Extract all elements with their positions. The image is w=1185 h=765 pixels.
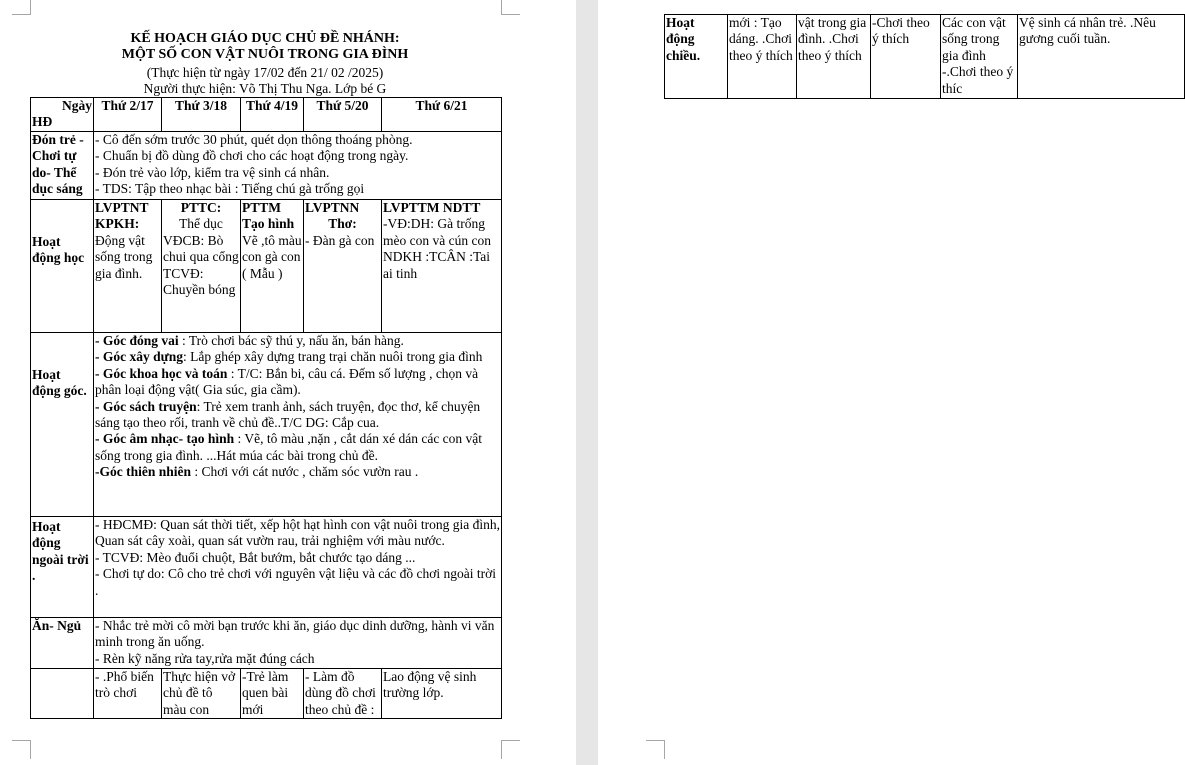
plan-table [30, 97, 502, 719]
lesson-cell [241, 200, 304, 333]
activity-text: : Vẽ, tô màu ,nặn , cắt dán xé dán các con vật sống trong gia đình. ...Hát múa các bài trong chủ đề. [95, 431, 483, 463]
corner-activities [94, 333, 502, 517]
activity-item [95, 464, 500, 480]
content-line: - TCVĐ: Mèo đuổi chuột, Bắt bướm, bắt chước tạo dáng ... [95, 549, 416, 565]
outdoor-content [94, 517, 502, 618]
row-label: Hoạt động ngoài trời . [31, 517, 94, 618]
page-corner-mark [12, 0, 31, 15]
lesson-subheading: Thơ: [328, 216, 357, 232]
page-gutter [576, 0, 598, 765]
lesson-heading: LVPTNT KPKH: [95, 200, 149, 232]
day-header: Thứ 2/17 [94, 98, 162, 132]
activity-name: - Góc âm nhạc- tạo hình [95, 431, 235, 447]
page-corner-mark [501, 740, 520, 759]
afternoon-cell: - .Phổ biến trò chơi [94, 669, 162, 719]
plan-dates: (Thực hiện từ ngày 17/02 đến 21/ 02 /2025) [146, 65, 384, 80]
day-header: Thứ 3/18 [162, 98, 241, 132]
activity-text: : Trò chơi bác sỹ thú y, nấu ăn, bán hàng. [178, 333, 404, 348]
lesson-cell [94, 200, 162, 333]
lesson-heading: LVPTTM NDTT [383, 200, 481, 215]
don-tre-content [94, 132, 502, 200]
table-row [31, 200, 502, 333]
row-label: Đón trẻ - Chơi tự do- Thể dục sáng [31, 132, 94, 200]
plan-title: KẾ HOẠCH GIÁO DỤC CHỦ ĐỀ NHÁNH: [130, 31, 400, 46]
lesson-body: -VĐ:DH: Gà trống mèo con và cún con NDKH :TCÂN :Tai ai tinh [383, 216, 491, 281]
corner-top-label: Ngày [62, 98, 92, 113]
content-line: - Chuẩn bị đồ dùng đồ chơi cho các hoạt động trong ngày. [95, 148, 409, 164]
lesson-subheading: Thể dục [179, 216, 223, 232]
lesson-cell [162, 200, 241, 333]
table-row [31, 333, 502, 517]
document-page-left [0, 0, 576, 765]
content-line: - Chơi tự do: Cô cho trẻ chơi với nguyên vật liệu và các đồ chơi ngoài trời . [95, 566, 497, 598]
content-line: - HĐCMĐ: Quan sát thời tiết, xếp hột hạt hình con vật nuôi trong gia đình, Quan sát cây xoài, quan sát vườn rau, trải nghiệm với màu nước. [95, 517, 500, 549]
plan-subtitle: MỘT SỐ CON VẬT NUÔI TRONG GIA ĐÌNH [121, 47, 409, 62]
table-row [31, 618, 502, 669]
lesson-cell [304, 200, 382, 333]
activity-name: - Góc đóng vai [95, 333, 179, 348]
row-label: Hoạt động góc. [31, 333, 94, 517]
lesson-heading: PTTM Tạo hình [242, 200, 295, 232]
day-header: Thứ 5/20 [304, 98, 382, 132]
activity-name: - Góc khoa học và toán [95, 365, 228, 381]
lesson-body: VĐCB: Bò chui qua cổng TCVĐ: Chuyền bóng [163, 232, 239, 298]
lesson-body: Vẽ ,tô màu con gà con ( Mẫu ) [242, 232, 302, 281]
activity-item [95, 399, 500, 432]
lesson-cell [382, 200, 502, 333]
continued-table [664, 14, 1185, 99]
lesson-heading: LVPTNN [305, 200, 360, 215]
activity-text: : Trẻ xem tranh ảnh, sách truyện, đọc thơ, kể chuyện sáng tạo theo rối, tranh về chủ đề..T/C DG: Cắp cua. [95, 398, 481, 431]
activity-item [95, 333, 500, 349]
right-page-table-wrapper [598, 0, 1156, 120]
content-line: - Đón trẻ vào lớp, kiểm tra vệ sinh cá nhân. [95, 164, 330, 180]
afternoon-cell: mới : Tạo dáng. .Chơi theo ý thích [728, 15, 797, 99]
afternoon-cell: -Chơi theo ý thích [871, 15, 941, 99]
content-line: - Nhắc trẻ mời cô mời bạn trước khi ăn, giáo dục dinh dưỡng, hành vi văn minh trong ăn uống. [95, 618, 495, 650]
content-line: - TDS: Tập theo nhạc bài : Tiếng chú gà trống gọi [95, 181, 365, 197]
corner-bottom-label: HĐ [32, 114, 53, 130]
day-header: Thứ 6/21 [382, 98, 502, 132]
content-line: - Cô đến sớm trước 30 phút, quét dọn thông thoáng phòng. [95, 132, 413, 147]
lesson-body: Động vật sống trong gia đình. [95, 232, 153, 281]
plan-author: Người thực hiện: Võ Thị Thu Nga. Lớp bé G [143, 81, 387, 96]
page-corner-mark [12, 740, 31, 759]
activity-item [95, 366, 500, 399]
row-label-empty [31, 669, 94, 719]
day-header: Thứ 4/19 [241, 98, 304, 132]
table-row [31, 669, 502, 719]
table-header-row [31, 98, 502, 132]
row-label: Hoạt động học [31, 200, 94, 333]
table-row [31, 132, 502, 200]
activity-name: - Góc sách truyện [95, 398, 197, 414]
afternoon-cell: Vệ sinh cá nhân trẻ. .Nêu gương cuối tuần. [1018, 15, 1185, 99]
afternoon-cell: Thực hiện vở chủ đề tô màu con [162, 669, 241, 719]
meal-sleep-content [94, 618, 502, 669]
activity-item [95, 431, 500, 464]
page-corner-mark [501, 0, 520, 15]
afternoon-cell: Lao động vệ sinh trường lớp. [382, 669, 502, 719]
activity-name: -Góc thiên nhiên [95, 464, 192, 480]
table-row [665, 15, 1185, 99]
row-label: Ăn- Ngủ [31, 618, 94, 669]
lesson-heading: PTTC: [180, 200, 222, 215]
activity-name: - Góc xây dựng [95, 349, 183, 365]
activity-text: : Chơi với cát nước , chăm sóc vườn rau . [191, 464, 419, 480]
afternoon-cell: Các con vật sống trong gia đình -.Chơi theo ý thíc [941, 15, 1018, 99]
activity-text: : Lắp ghép xây dựng trang trại chăn nuôi trong gia đình [182, 349, 483, 365]
afternoon-cell: vật trong gia đình. .Chơi theo ý thích [797, 15, 871, 99]
afternoon-cell: - Làm đồ dùng đồ chơi theo chủ đề : [304, 669, 382, 719]
table-row [31, 517, 502, 618]
activity-item [95, 349, 500, 365]
content-line: - Rèn kỹ năng rửa tay,rửa mặt đúng cách [95, 650, 315, 666]
afternoon-cell: -Trẻ làm quen bài mới [241, 669, 304, 719]
corner-cell [31, 98, 94, 132]
page-corner-mark [646, 740, 665, 759]
lesson-body: - Đàn gà con [305, 232, 375, 248]
activity-text: : T/C: Bắn bi, câu cá. Đếm số lượng , chọn và phân loại động vật( Gia súc, gia cầm). [95, 365, 479, 398]
row-label: Hoạt động chiều. [665, 15, 728, 99]
